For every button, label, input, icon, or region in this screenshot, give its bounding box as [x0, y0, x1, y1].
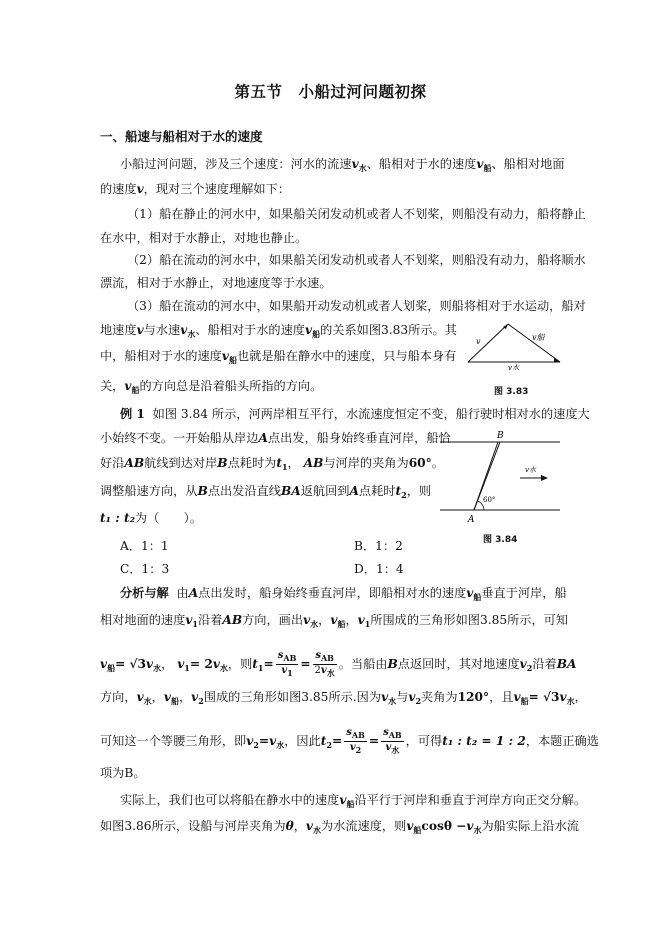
paragraph-line: 调整船速方向，从B点出发沿直线BA返航回到A点耗时$t_2$，则	[100, 484, 432, 500]
paragraph-line: 相对地面的速度$v_1$沿着AB方向，画出$v_水$，$v_船$，$v_1$所围成的三角形如图3.85所示，可知	[100, 613, 569, 629]
paragraph-line: 分析与解 由A点出发时，船身始终垂直河岸，即船相对水的速度$v_船$垂直于河岸，船	[120, 586, 567, 602]
section-heading: 一、船速与船相对于水的速度	[100, 129, 263, 144]
option-c: C．1：3	[120, 562, 170, 576]
option-d: D．1：4	[354, 562, 404, 576]
paragraph-line: 项为B。	[100, 766, 146, 780]
paragraph-line: 小船过河问题，涉及三个速度：河水的流速$v_水$、船相对于水的速度$v_船$、船相对地面	[120, 157, 565, 173]
paragraph-line: 实际上，我们也可以将船在静水中的速度$v_船$沿平行于河岸和垂直于河岸方向正交分解。	[120, 793, 587, 809]
label-B: B	[497, 431, 504, 441]
paragraph-line: （2）船在流动的河水中，如果船关闭发动机或者人不划桨，则船没有动力，船将顺水	[127, 253, 586, 267]
paragraph-line: 方向，$v_水$，$v_船$，$v_2$围成的三角形如图3.85所示.因为$v_水$与$v_2$夹角为120°，且$v_船= √3v_水$，	[100, 690, 587, 706]
paragraph-line: 例 1 如图 3.84 所示，河两岸相互平行，水流速度恒定不变，船行驶时相对水的速度大	[120, 407, 590, 421]
paragraph-line: 如图3.86所示，设船与河岸夹角为θ，$v_水$为水流速度，则$v_船\cos\theta -v_水$为船实际上沿水流	[100, 819, 579, 835]
paragraph-line: （3）船在流动的河水中，如果船开动发动机或者人划桨，则船将相对于水运动，船对	[127, 299, 586, 313]
figure-3-84	[440, 428, 570, 528]
paragraph-line: $v_船= √3v_水$， $v_1= 2v_水$，则$t_1=$ $\frac{s_{AB}}{v_1}$ = $\frac{s_{AB}}{2v_水}$ 。当船由B点返回时，其对地速度$v_2$沿着BA	[100, 650, 577, 678]
label-angle: 60°	[483, 496, 496, 504]
paragraph-line: 漂流，相对于水静止，对地速度等于水速。	[100, 276, 332, 290]
figure-caption: 图 3.83	[494, 387, 529, 397]
option-b: B．1：2	[354, 539, 403, 553]
paragraph-line: t₁ : t₂为（ ）。	[100, 511, 202, 525]
paragraph-line: 地速度v与水速$v_水$、船相对于水的速度$v_船$的关系如图3.83所示。其	[100, 323, 457, 339]
paragraph-line: 中，船相对于水的速度$v_船$也就是船在静水中的速度，只与船本身有	[100, 349, 457, 365]
paragraph-line: 可知这一个等腰三角形，即$v_2=v_水$，因此$t_2=$ $\frac{s_{AB}}{v_2}$ = $\frac{s_{AB}}{v_水}$ ，可得t₁ : t₂ = 1 : 2，本题正确选	[100, 727, 599, 755]
paragraph-line: （1）船在静止的河水中，如果船关闭发动机或者人不划桨，则船没有动力，船将静止	[127, 207, 586, 221]
label-v-water: v水	[525, 466, 536, 474]
label-v: v	[476, 337, 481, 346]
paragraph-line: 小始终不变。一开始船从岸边A点出发，船身始终垂直河岸，船恰	[100, 431, 451, 445]
label-A: A	[468, 515, 475, 525]
page-title: 第五节 小船过河问题初探	[234, 82, 427, 101]
option-a: A．1：1	[120, 539, 169, 553]
label-v-boat: v船	[532, 333, 545, 342]
label-v-water: v水	[508, 364, 519, 370]
paragraph-line: 在水中，相对于水静止，对地也静止。	[100, 231, 308, 245]
figure-3-83	[460, 318, 570, 370]
paragraph-line: 好沿AB航线到达对岸B点耗时为$t_1$， AB与河岸的夹角为60°。	[100, 456, 444, 472]
paragraph-line: 的速度v，现对三个速度理解如下：	[100, 182, 290, 196]
figure-caption: 图 3.84	[483, 535, 518, 545]
paragraph-line: 关，$v_船$的方向总是沿着船头所指的方向。	[100, 379, 323, 395]
